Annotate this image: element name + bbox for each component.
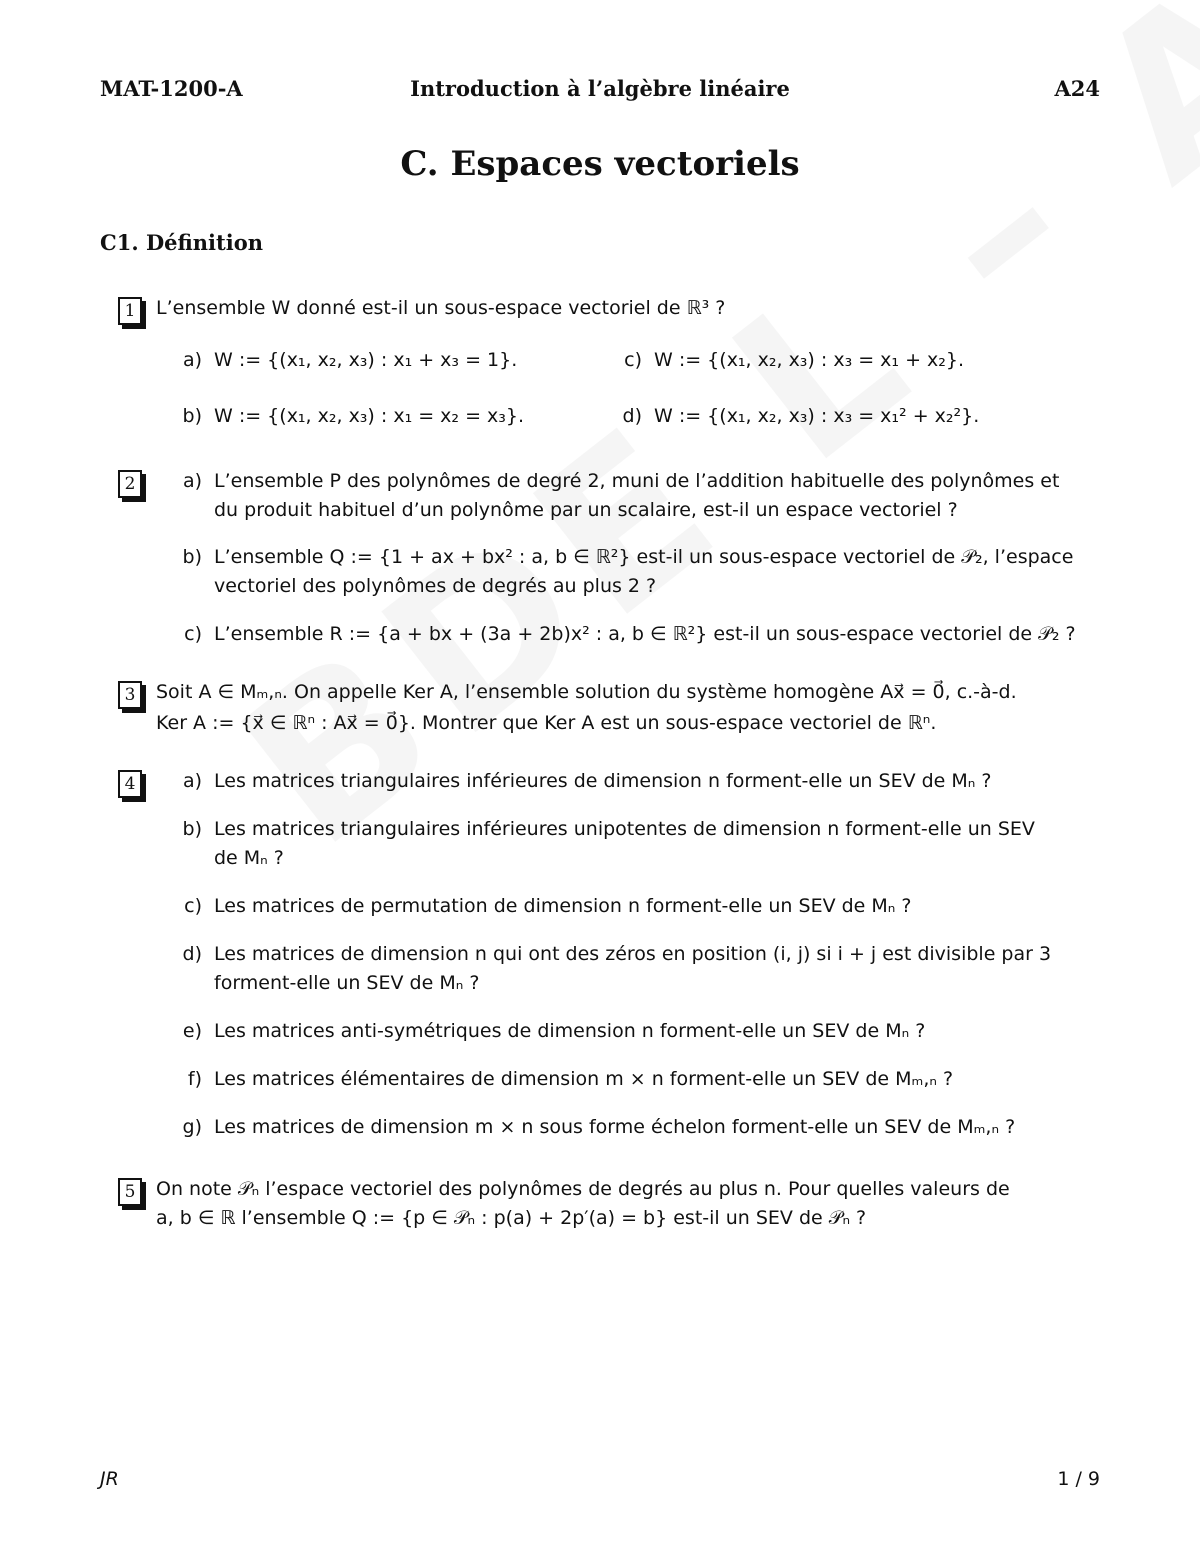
item-text: Les matrices de dimension m × n sous forme échelon forment-elle un SEV de Mₘ,ₙ ? — [214, 1116, 1016, 1138]
item-label: d) — [622, 405, 642, 427]
item-label: a) — [182, 349, 202, 371]
exercise-text: L’ensemble W donné est-il un sous-espace vectoriel de ℝ³ ? — [156, 297, 726, 319]
exercise-text: Ker A := {x⃗ ∈ ℝⁿ : Ax⃗ = 0⃗}. Montrer que Ker A est un sous-espace vectoriel de ℝⁿ. — [156, 712, 937, 734]
exercise-number: 2 — [118, 470, 142, 498]
exercise-number: 5 — [118, 1178, 142, 1206]
item-label: c) — [624, 349, 642, 371]
item-text: Les matrices triangulaires inférieures de dimension n forment-elle un SEV de Mₙ ? — [214, 770, 992, 792]
item-text: W := {(x₁, x₂, x₃) : x₃ = x₁² + x₂²}. — [654, 405, 980, 427]
item-label: b) — [182, 818, 202, 840]
watermark — [200, 0, 1200, 893]
item-text: W := {(x₁, x₂, x₃) : x₃ = x₁ + x₂}. — [654, 349, 965, 371]
page-number: 1 / 9 — [1057, 1468, 1100, 1490]
exercise-number: 4 — [118, 770, 142, 798]
item-label: a) — [182, 470, 202, 492]
item-text: L’ensemble P des polynômes de degré 2, muni de l’addition habituelle des polynômes et — [214, 470, 1060, 492]
item-text: L’ensemble Q := {1 + ax + bx² : a, b ∈ ℝ²} est-il un sous-espace vectoriel de 𝒫₂, l’espace — [214, 546, 1074, 568]
exercise-number: 1 — [118, 297, 142, 325]
term: A24 — [1054, 76, 1100, 101]
item-text: Les matrices triangulaires inférieures unipotentes de dimension n forment-elle un SEV — [214, 818, 1035, 840]
item-text: du produit habituel d’un polynôme par un scalaire, est-il un espace vectoriel ? — [214, 499, 958, 521]
exercise-text: Soit A ∈ Mₘ,ₙ. On appelle Ker A, l’ensemble solution du système homogène Ax⃗ = 0⃗, c.-à-d. — [156, 681, 1017, 703]
item-text: L’ensemble R := {a + bx + (3a + 2b)x² : a, b ∈ ℝ²} est-il un sous-espace vectoriel de 𝒫₂ ? — [214, 623, 1076, 645]
item-label: b) — [182, 405, 202, 427]
item-label: e) — [182, 1020, 202, 1042]
item-label: c) — [184, 623, 202, 645]
exercise-text: On note 𝒫ₙ l’espace vectoriel des polynômes de degrés au plus n. Pour quelles valeurs de — [156, 1178, 1010, 1200]
course-title: Introduction à l’algèbre linéaire — [410, 76, 790, 101]
exercise-3 — [100, 678, 1100, 740]
item-label: a) — [182, 770, 202, 792]
section-heading: C1. Définition — [100, 230, 263, 255]
item-label: d) — [182, 943, 202, 965]
exercise-1 — [100, 294, 1100, 444]
item-label: c) — [184, 895, 202, 917]
item-label: f) — [187, 1068, 202, 1090]
exercise-number: 3 — [118, 681, 142, 709]
item-text: Les matrices de permutation de dimension n forment-elle un SEV de Mₙ ? — [214, 895, 912, 917]
item-text: de Mₙ ? — [214, 847, 284, 869]
exercise-text: a, b ∈ ℝ l’ensemble Q := {p ∈ 𝒫ₙ : p(a) + 2p′(a) = b} est-il un SEV de 𝒫ₙ ? — [156, 1207, 867, 1229]
exercise-4 — [100, 767, 1100, 1147]
exercise-2 — [100, 467, 1100, 652]
item-text: Les matrices de dimension n qui ont des zéros en position (i, j) si i + j est divisible par 3 — [214, 943, 1052, 965]
page-title: C. Espaces vectoriels — [400, 144, 800, 184]
course-code: MAT-1200-A — [100, 76, 243, 101]
exercise-5 — [100, 1175, 1100, 1237]
item-text: forment-elle un SEV de Mₙ ? — [214, 972, 480, 994]
item-text: W := {(x₁, x₂, x₃) : x₁ + x₃ = 1}. — [214, 349, 518, 371]
item-label: g) — [182, 1116, 202, 1138]
item-text: vectoriel des polynômes de degrés au plus 2 ? — [214, 575, 657, 597]
author-initials: JR — [100, 1468, 119, 1490]
item-text: Les matrices élémentaires de dimension m × n forment-elle un SEV de Mₘ,ₙ ? — [214, 1068, 954, 1090]
item-text: Les matrices anti-symétriques de dimension n forment-elle un SEV de Mₙ ? — [214, 1020, 926, 1042]
item-label: b) — [182, 546, 202, 568]
item-text: W := {(x₁, x₂, x₃) : x₁ = x₂ = x₃}. — [214, 405, 525, 427]
